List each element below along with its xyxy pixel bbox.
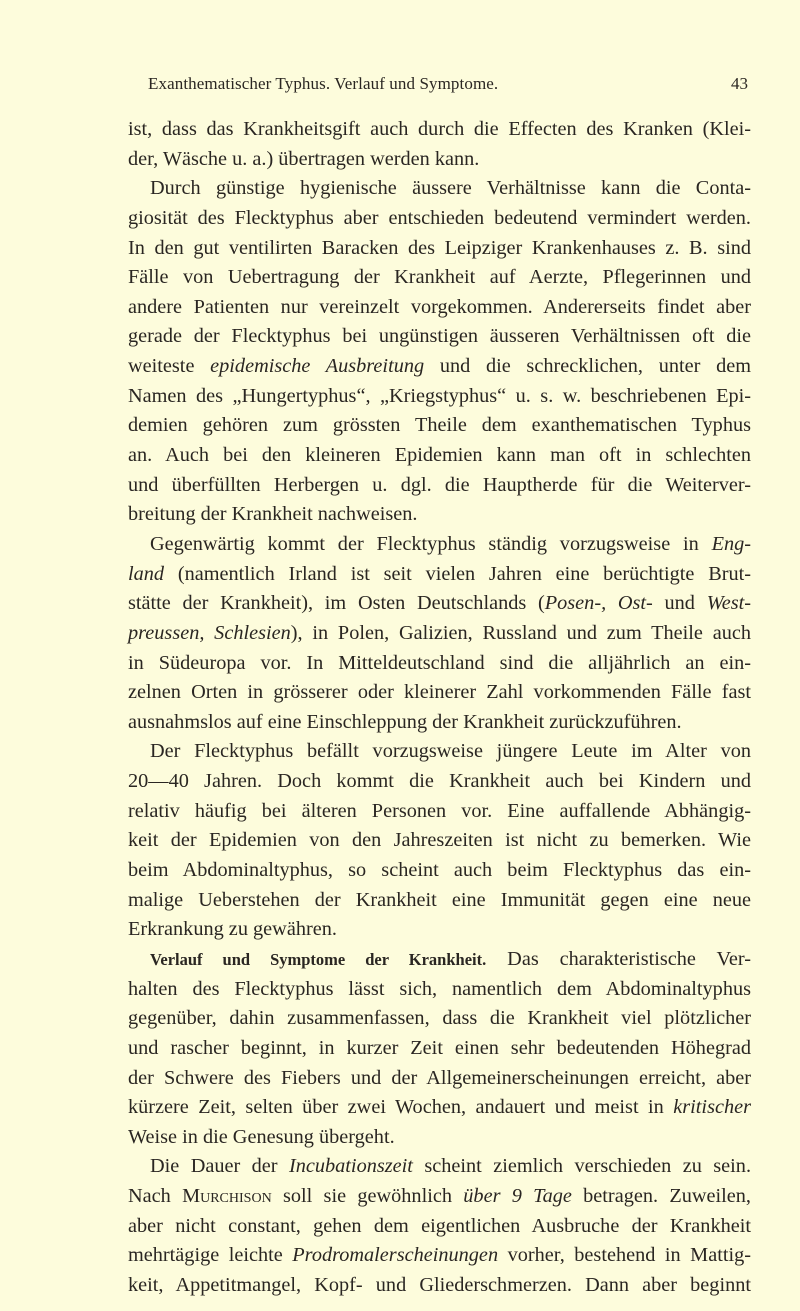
text-line xyxy=(128,293,751,323)
italic-text: kritischer xyxy=(673,1096,751,1119)
text-line xyxy=(128,234,751,264)
text-segment: in Südeuropa vor. In Mitteldeutschland sind die alljährlich an ein- xyxy=(128,651,751,674)
text-segment: und rascher beginnt, in kurzer Zeit einen sehr bedeutenden Höhegrad xyxy=(128,1036,751,1059)
text-segment: Weise in die Genesung übergeht. xyxy=(128,1125,395,1148)
italic-text: land xyxy=(128,562,165,585)
text-segment: breitung der Krankheit nachweisen. xyxy=(128,503,418,526)
text-segment: Fälle von Uebertragung der Krankheit auf Aerzte, Pflegerinnen und xyxy=(128,266,751,289)
text-line xyxy=(128,145,751,175)
text-segment: vorher, bestehend in Mattig- xyxy=(498,1244,751,1267)
text-line xyxy=(128,1212,751,1242)
text-line xyxy=(128,1093,751,1123)
author-name: Murchison xyxy=(182,1185,272,1208)
text-segment: Der Flecktyphus befällt vorzugsweise jüngere Leute im Alter von xyxy=(150,740,751,763)
page-number: 43 xyxy=(731,74,748,93)
text-line xyxy=(128,530,751,560)
text-line xyxy=(128,1004,751,1034)
italic-text: preussen, Schlesien xyxy=(128,621,291,644)
text-segment: der Schwere des Fiebers und der Allgemeinerscheinungen erreicht, aber xyxy=(128,1066,751,1089)
text-segment: demien gehören zum grössten Theile dem exanthematischen Typhus xyxy=(128,414,751,437)
text-line xyxy=(128,619,751,649)
text-segment: Namen des „Hungertyphus“, „Kriegstyphus“ u. s. w. beschriebenen Epi- xyxy=(128,384,751,407)
text-segment: Das charakteristische Ver- xyxy=(486,947,752,970)
text-segment: malige Ueberstehen der Krankheit eine Immunität gegen eine neue xyxy=(128,888,751,911)
text-segment: weiteste xyxy=(128,355,211,378)
text-line xyxy=(128,826,751,856)
text-line xyxy=(128,767,751,797)
text-segment: der, Wäsche u. a.) übertragen werden kann. xyxy=(128,147,480,170)
text-segment: 20—40 Jahren. Doch kommt die Krankheit auch bei Kindern und xyxy=(128,770,751,793)
text-line xyxy=(128,263,751,293)
text-segment: In den gut ventilirten Baracken des Leipziger Krankenhauses z. B. sind xyxy=(128,236,751,259)
text-segment: andere Patienten nur vereinzelt vorgekommen. Andererseits findet aber xyxy=(128,295,751,318)
text-line xyxy=(128,441,751,471)
text-segment: Durch günstige hygienische äussere Verhältnisse kann die Conta- xyxy=(150,177,751,200)
running-title: Exanthematischer Typhus. Verlauf und Symptome. xyxy=(148,74,499,93)
text-segment: keit der Epidemien von den Jahreszeiten ist nicht zu bemerken. Wie xyxy=(128,829,751,852)
text-line xyxy=(128,649,751,679)
text-line xyxy=(128,708,751,738)
italic-text: epidemische Ausbreitung xyxy=(210,355,425,378)
text-line xyxy=(128,975,751,1005)
text-segment: betragen. Zuweilen, xyxy=(571,1185,751,1208)
text-segment: relativ häufig bei älteren Personen vor. Eine auffallende Abhängig- xyxy=(128,799,751,822)
text-line xyxy=(128,1064,751,1094)
text-line xyxy=(128,352,751,382)
text-line xyxy=(128,322,751,352)
text-segment: zelnen Orten in grösserer oder kleinerer Zahl vorkommenden Fälle fast xyxy=(128,681,751,704)
text-line xyxy=(128,471,751,501)
text-segment: keit, Appetitmangel, Kopf- und Gliederschmerzen. Dann aber beginnt xyxy=(128,1273,751,1296)
text-line xyxy=(128,500,751,530)
text-segment: gerade der Flecktyphus bei ungünstigen äusseren Verhältnissen oft die xyxy=(128,325,751,348)
text-segment: Erkrankung zu gewähren. xyxy=(128,918,337,941)
section-heading: Verlauf und Symptome der Krankheit. xyxy=(150,949,487,969)
text-line xyxy=(128,1182,751,1212)
italic-text: Eng- xyxy=(711,532,751,555)
italic-text: Posen-, Ost- xyxy=(544,592,653,615)
text-segment: ist, dass das Krankheitsgift auch durch die Effecten des Kranken (Klei- xyxy=(128,118,751,140)
text-segment: ausnahmslos auf eine Einschleppung der Krankheit zurückzuführen. xyxy=(128,710,682,733)
text-line xyxy=(128,560,751,590)
italic-text: West- xyxy=(706,592,752,615)
text-line xyxy=(128,1123,751,1153)
text-line xyxy=(128,797,751,827)
text-segment: scheint ziemlich verschieden zu sein. xyxy=(412,1155,752,1178)
text-line xyxy=(128,115,751,145)
text-segment: giosität des Flecktyphus aber entschieden bedeutend vermindert werden. xyxy=(128,206,751,229)
body-text xyxy=(128,115,751,1301)
text-segment: halten des Flecktyphus lässt sich, namentlich dem Abdominaltyphus xyxy=(128,977,751,1000)
text-segment: kürzere Zeit, selten über zwei Wochen, andauert und meist in xyxy=(128,1096,674,1119)
text-line xyxy=(128,411,751,441)
text-line xyxy=(128,886,751,916)
text-line xyxy=(128,737,751,767)
text-segment: ), in Polen, Galizien, Russland und zum Theile auch xyxy=(290,621,751,644)
text-segment: soll sie gewöhnlich xyxy=(271,1185,464,1208)
text-segment: aber nicht constant, gehen dem eigentlichen Ausbruche der Krankheit xyxy=(128,1214,751,1237)
text-line xyxy=(128,382,751,412)
italic-text: Incubationszeit xyxy=(288,1155,413,1178)
italic-text: über 9 Tage xyxy=(463,1185,572,1208)
running-header xyxy=(148,74,748,98)
text-line xyxy=(128,1034,751,1064)
text-segment: (namentlich Irland ist seit vielen Jahren eine berüchtigte Brut- xyxy=(164,562,751,585)
text-line xyxy=(128,915,751,945)
text-segment: gegenüber, dahin zusammenfassen, dass die Krankheit viel plötzlicher xyxy=(128,1007,751,1030)
text-line xyxy=(128,678,751,708)
text-segment: mehrtägige leichte xyxy=(128,1244,293,1267)
text-segment: und xyxy=(652,592,707,615)
text-segment: Die Dauer der xyxy=(150,1155,289,1178)
text-segment: Nach xyxy=(128,1185,183,1208)
text-segment: und überfüllten Herbergen u. dgl. die Hauptherde für die Weiterver- xyxy=(128,473,751,496)
text-line xyxy=(128,204,751,234)
text-segment: an. Auch bei den kleineren Epidemien kann man oft in schlechten xyxy=(128,444,751,467)
text-line xyxy=(128,945,751,975)
text-segment: Gegenwärtig kommt der Flecktyphus ständig vorzugsweise in xyxy=(150,532,712,555)
italic-text: Prodromalerscheinungen xyxy=(292,1244,499,1267)
text-line xyxy=(128,1241,751,1271)
text-line xyxy=(128,1152,751,1182)
text-segment: und die schrecklichen, unter dem xyxy=(424,355,751,378)
text-line xyxy=(128,589,751,619)
text-segment: beim Abdominaltyphus, so scheint auch beim Flecktyphus das ein- xyxy=(128,859,751,882)
text-segment: stätte der Krankheit), im Osten Deutschlands ( xyxy=(128,592,545,615)
text-line xyxy=(128,856,751,886)
text-line xyxy=(128,174,751,204)
text-line xyxy=(128,1271,751,1301)
